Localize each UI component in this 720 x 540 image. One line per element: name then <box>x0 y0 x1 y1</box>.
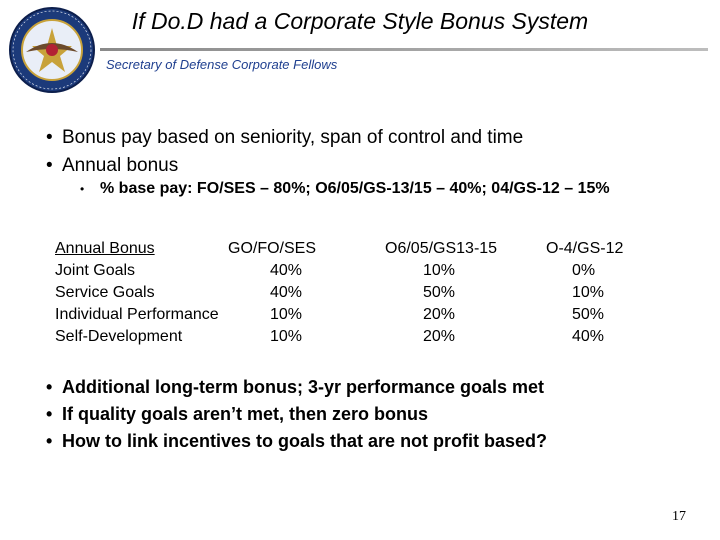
table-cell: 40% <box>270 284 303 301</box>
bonus-table-column-go-fo-ses <box>228 238 336 348</box>
slide-title: If Do.D had a Corporate Style Bonus System <box>131 8 589 34</box>
table-cell: 10% <box>270 306 303 323</box>
bullet-item: • Bonus pay based on seniority, span of control and time <box>46 124 523 152</box>
column-header: O-4/GS-12 <box>546 240 624 257</box>
table-cell: 10% <box>572 284 605 301</box>
table-cell: 40% <box>270 262 303 279</box>
table-row-header: Annual Bonus <box>55 240 155 257</box>
table-row-label: Individual Performance <box>55 306 219 323</box>
table-cell: 0% <box>572 262 596 279</box>
table-cell: 20% <box>423 328 456 345</box>
bullet-dot-icon: • <box>46 127 53 148</box>
table-cell: 10% <box>423 262 456 279</box>
table-cell: 40% <box>572 328 605 345</box>
table-cell: 10% <box>270 328 303 345</box>
page-number: 17 <box>672 509 686 524</box>
column-header: O6/05/GS13-15 <box>385 240 498 257</box>
column-header: GO/FO/SES <box>228 240 317 257</box>
bullet-dot-icon: • <box>46 431 53 451</box>
table-row-label: Self-Development <box>55 328 183 345</box>
slide-subtitle: Secretary of Defense Corporate Fellows <box>106 57 338 72</box>
table-row-label: Joint Goals <box>55 262 136 279</box>
bullet-item: • Additional long-term bonus; 3-yr performance goals met <box>46 374 547 401</box>
table-cell: 20% <box>423 306 456 323</box>
sub-bullet-dot-icon: • <box>80 182 85 196</box>
bullet-item: • How to link incentives to goals that are not profit based? <box>46 428 547 455</box>
sub-bullet: • % base pay: FO/SES – 80%; O6/05/GS-13/15 – 40%; 04/GS-12 – 15% <box>80 180 610 197</box>
table-row-label: Service Goals <box>55 284 155 301</box>
bottom-bullet-list <box>46 374 547 455</box>
top-bullet-list <box>46 124 523 180</box>
table-cell: 50% <box>423 284 456 301</box>
bullet-dot-icon: • <box>46 155 53 176</box>
bullet-dot-icon: • <box>46 377 53 397</box>
title-divider <box>100 48 708 51</box>
bonus-table-row-labels <box>55 238 219 348</box>
table-cell: 50% <box>572 306 605 323</box>
bonus-table-column-o4-gs12 <box>546 238 642 348</box>
bullet-item: • Annual bonus <box>46 152 523 180</box>
bullet-dot-icon: • <box>46 404 53 424</box>
bonus-table-column-o6-gs13 <box>385 238 525 348</box>
bullet-item: • If quality goals aren’t met, then zero bonus <box>46 401 547 428</box>
